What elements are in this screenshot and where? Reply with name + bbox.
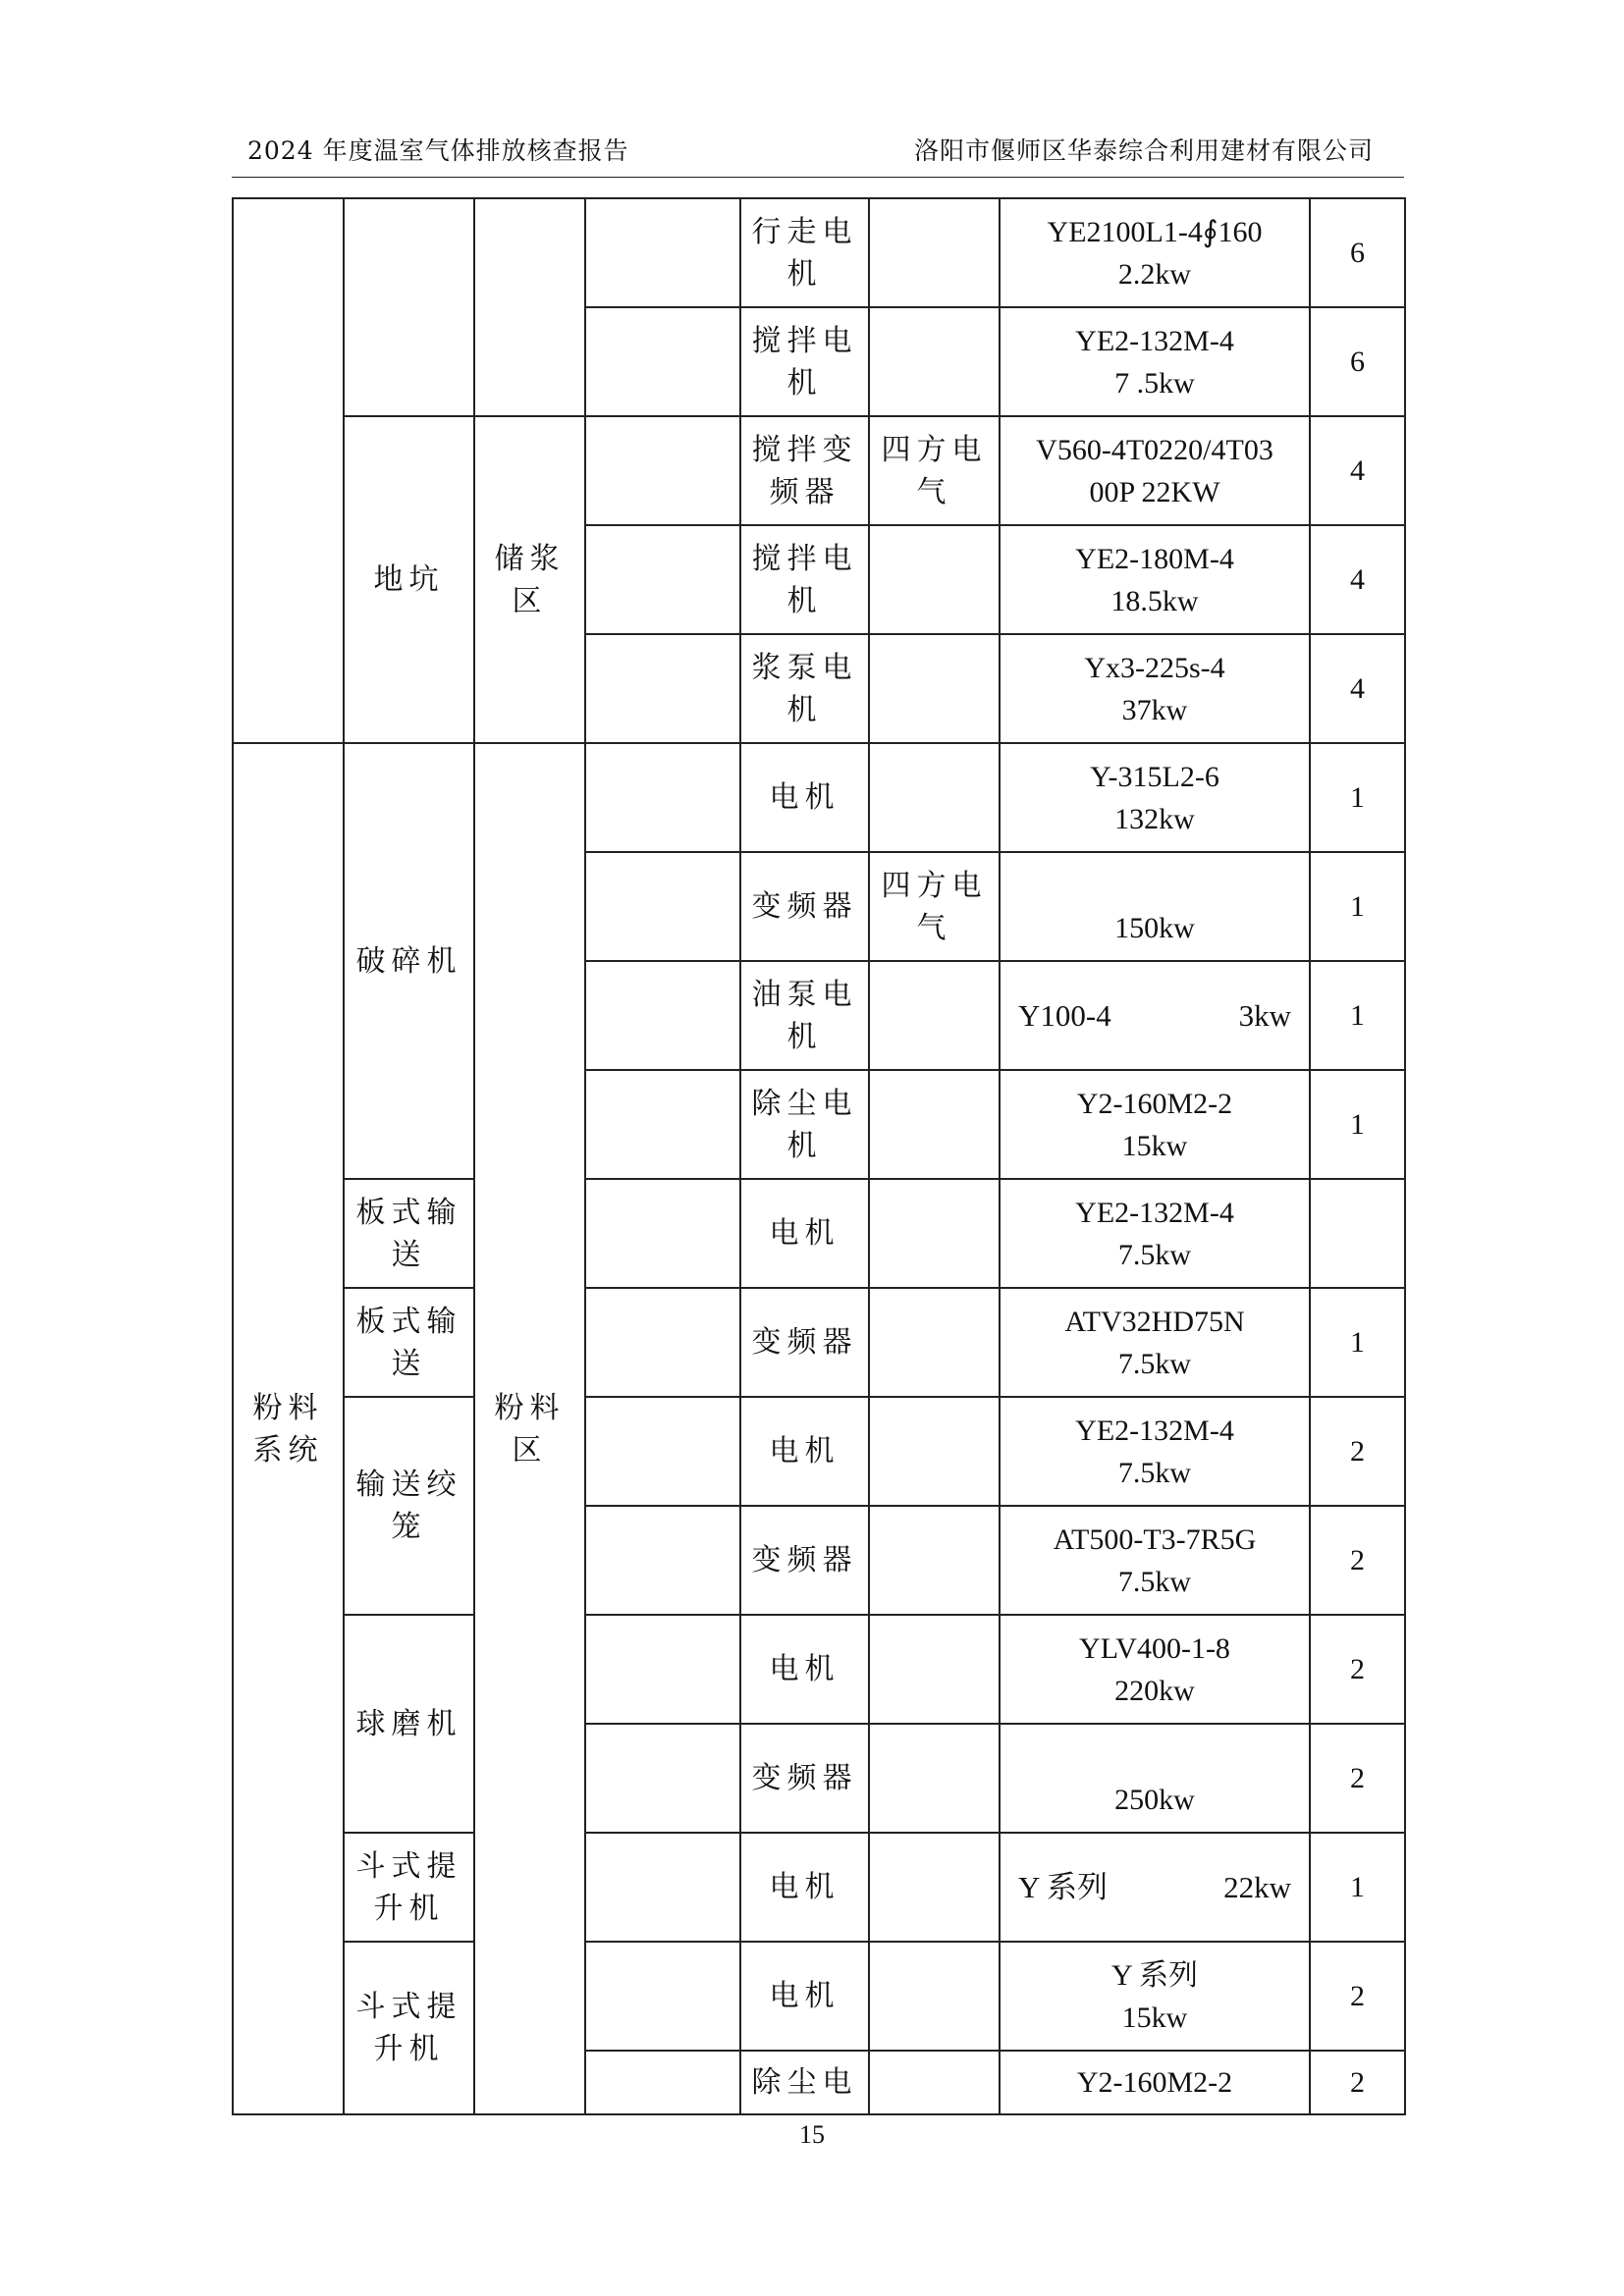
maker-cell [869,1506,1000,1615]
zone-cell-powder: 粉料区 [474,743,585,2114]
device-cell: 搅拌电机 [740,525,869,634]
device-cell: 电机 [740,1833,869,1942]
model-line-1: YLV400-1-8 [1079,1631,1230,1665]
model-cell [1000,1070,1310,1179]
model-line-1: ATV32HD75N [1064,1305,1245,1338]
model-line-1: Y2-160M2-2 [1076,1087,1233,1120]
qty-cell: 6 [1310,198,1405,307]
model-cell [1000,743,1310,852]
model-cell [1000,2051,1310,2114]
qty-cell: 1 [1310,1070,1405,1179]
equipment-cell-plate-conveyor: 板式输送 [344,1288,474,1397]
page-number: 15 [799,2120,825,2149]
model-line-1: YE2-132M-4 [1075,1196,1234,1229]
qty-cell: 2 [1310,1615,1405,1724]
blank-cell [585,198,740,307]
qty-cell: 1 [1310,1288,1405,1397]
model-spacer [1004,1736,1305,1779]
model-line-2: 00P 22KW [1089,475,1220,508]
model-spacer [1004,865,1305,907]
maker-cell [869,1615,1000,1724]
blank-cell [585,1397,740,1506]
blank-cell [585,1724,740,1833]
blank-cell [585,852,740,961]
model-cell [1000,416,1310,525]
blank-cell [585,743,740,852]
blank-cell [585,416,740,525]
equipment-cell-screw-conveyor: 输送绞笼 [344,1397,474,1615]
device-cell: 变频器 [740,1506,869,1615]
blank-cell [585,1288,740,1397]
zone-cell-empty [474,198,585,416]
model-line-1: YE2100L1-4∮160 [1047,215,1263,248]
table-row [233,198,1405,307]
header-company-name: 洛阳市偃师区华泰综合利用建材有限公司 [913,136,1374,165]
model-line-1: AT500-T3-7R5G [1053,1522,1257,1556]
maker-cell [869,743,1000,852]
blank-cell [585,525,740,634]
header-rule [232,177,1404,178]
model-cell [1000,307,1310,416]
model-line-2: 15kw [1121,2001,1188,2034]
model-cell [1000,198,1310,307]
model-left: Y100-4 [1018,998,1111,1033]
qty-cell: 1 [1310,743,1405,852]
qty-cell: 4 [1310,525,1405,634]
device-cell: 除尘电 [740,2051,869,2114]
device-cell: 变频器 [740,1288,869,1397]
model-right: 3kw [1238,998,1291,1033]
maker-cell [869,307,1000,416]
qty-cell: 2 [1310,1942,1405,2051]
table-row [233,1833,1405,1942]
model-line-2: 2.2kw [1117,257,1192,291]
qty-cell: 1 [1310,852,1405,961]
table-row [233,1942,1405,2051]
blank-cell [585,1942,740,2051]
qty-cell: 2 [1310,2051,1405,2114]
device-cell: 电机 [740,1179,869,1288]
model-line-2: 150kw [1114,911,1195,944]
model-line-2: 7.5kw [1117,1565,1192,1598]
table-row [233,1288,1405,1397]
model-cell [1000,634,1310,743]
qty-cell: 4 [1310,634,1405,743]
device-cell: 搅拌变频器 [740,416,869,525]
model-right: 22kw [1223,1870,1291,1904]
table-row [233,1615,1405,1724]
equipment-cell-bucket-elevator: 斗式提升机 [344,1942,474,2114]
model-line-2: 18.5kw [1110,584,1199,617]
blank-cell [585,634,740,743]
model-line-1: YE2-180M-4 [1075,542,1234,575]
maker-cell: 四方电气 [869,852,1000,961]
model-cell [1000,1506,1310,1615]
model-line-2: 220kw [1114,1674,1195,1707]
system-cell-empty [233,198,344,743]
equipment-table [232,197,1406,2115]
model-line-2: 7.5kw [1117,1238,1192,1271]
qty-cell: 1 [1310,961,1405,1070]
maker-cell: 四方电气 [869,416,1000,525]
model-cell [1000,852,1310,961]
maker-cell [869,1397,1000,1506]
model-line-1: YE2-132M-4 [1075,1414,1234,1447]
maker-cell [869,1942,1000,2051]
device-cell: 行走电机 [740,198,869,307]
equipment-cell-ball-mill: 球磨机 [344,1615,474,1833]
model-line-2: 15kw [1121,1129,1188,1162]
header-report-title: 2024 年度温室气体排放核查报告 [247,136,629,165]
qty-cell: 2 [1310,1397,1405,1506]
model-line-2: 7.5kw [1117,1347,1192,1380]
qty-cell: 4 [1310,416,1405,525]
qty-cell: 2 [1310,1506,1405,1615]
device-cell: 除尘电机 [740,1070,869,1179]
device-cell: 电机 [740,1615,869,1724]
model-line-1: Yx3-225s-4 [1084,651,1225,684]
device-cell: 搅拌电机 [740,307,869,416]
device-cell: 浆泵电机 [740,634,869,743]
device-cell: 变频器 [740,1724,869,1833]
maker-cell [869,2051,1000,2114]
qty-cell [1310,1179,1405,1288]
system-cell-powder: 粉料系统 [233,743,344,2114]
device-cell: 电机 [740,1397,869,1506]
table-row [233,1397,1405,1506]
blank-cell [585,2051,740,2114]
device-cell: 电机 [740,1942,869,2051]
qty-cell: 1 [1310,1833,1405,1942]
model-line-1: Y-315L2-6 [1090,760,1219,793]
maker-cell [869,1179,1000,1288]
area-cell-empty [344,198,474,416]
model-cell [1000,525,1310,634]
model-line-2: 132kw [1114,802,1195,835]
model-line-2: 7 .5kw [1114,366,1195,400]
model-cell [1000,1615,1310,1724]
model-cell [1000,1833,1310,1942]
device-cell: 油泵电机 [740,961,869,1070]
qty-cell: 2 [1310,1724,1405,1833]
qty-cell: 6 [1310,307,1405,416]
model-cell [1000,1397,1310,1506]
model-left: Y 系列 [1018,1870,1108,1904]
model-line-1: YE2-132M-4 [1075,324,1234,357]
device-cell: 变频器 [740,852,869,961]
blank-cell [585,961,740,1070]
table-row [233,743,1405,852]
table-row [233,416,1405,525]
model-cell [1000,1724,1310,1833]
model-line-2: 37kw [1121,693,1188,726]
model-cell [1000,961,1310,1070]
model-cell [1000,1288,1310,1397]
model-line-1: V560-4T0220/4T03 [1036,433,1273,466]
zone-cell-slurry: 储浆区 [474,416,585,743]
model-line-2: 250kw [1114,1783,1195,1816]
blank-cell [585,1070,740,1179]
blank-cell [585,1179,740,1288]
maker-cell [869,961,1000,1070]
maker-cell [869,1833,1000,1942]
area-cell-pit: 地坑 [344,416,474,743]
maker-cell [869,1724,1000,1833]
equipment-cell-plate-conveyor: 板式输送 [344,1179,474,1288]
equipment-cell-crusher: 破碎机 [344,743,474,1179]
maker-cell [869,1288,1000,1397]
model-cell [1000,1942,1310,2051]
maker-cell [869,525,1000,634]
model-line-1: Y 系列 [1110,1958,1199,1992]
model-cell [1000,1179,1310,1288]
maker-cell [869,198,1000,307]
equipment-cell-bucket-elevator: 斗式提升机 [344,1833,474,1942]
blank-cell [585,307,740,416]
blank-cell [585,1615,740,1724]
model-line-2: 7.5kw [1117,1456,1192,1489]
maker-cell [869,634,1000,743]
blank-cell [585,1833,740,1942]
model-line-1: Y2-160M2-2 [1076,2066,1233,2099]
table-row [233,1179,1405,1288]
blank-cell [585,1506,740,1615]
maker-cell [869,1070,1000,1179]
device-cell: 电机 [740,743,869,852]
